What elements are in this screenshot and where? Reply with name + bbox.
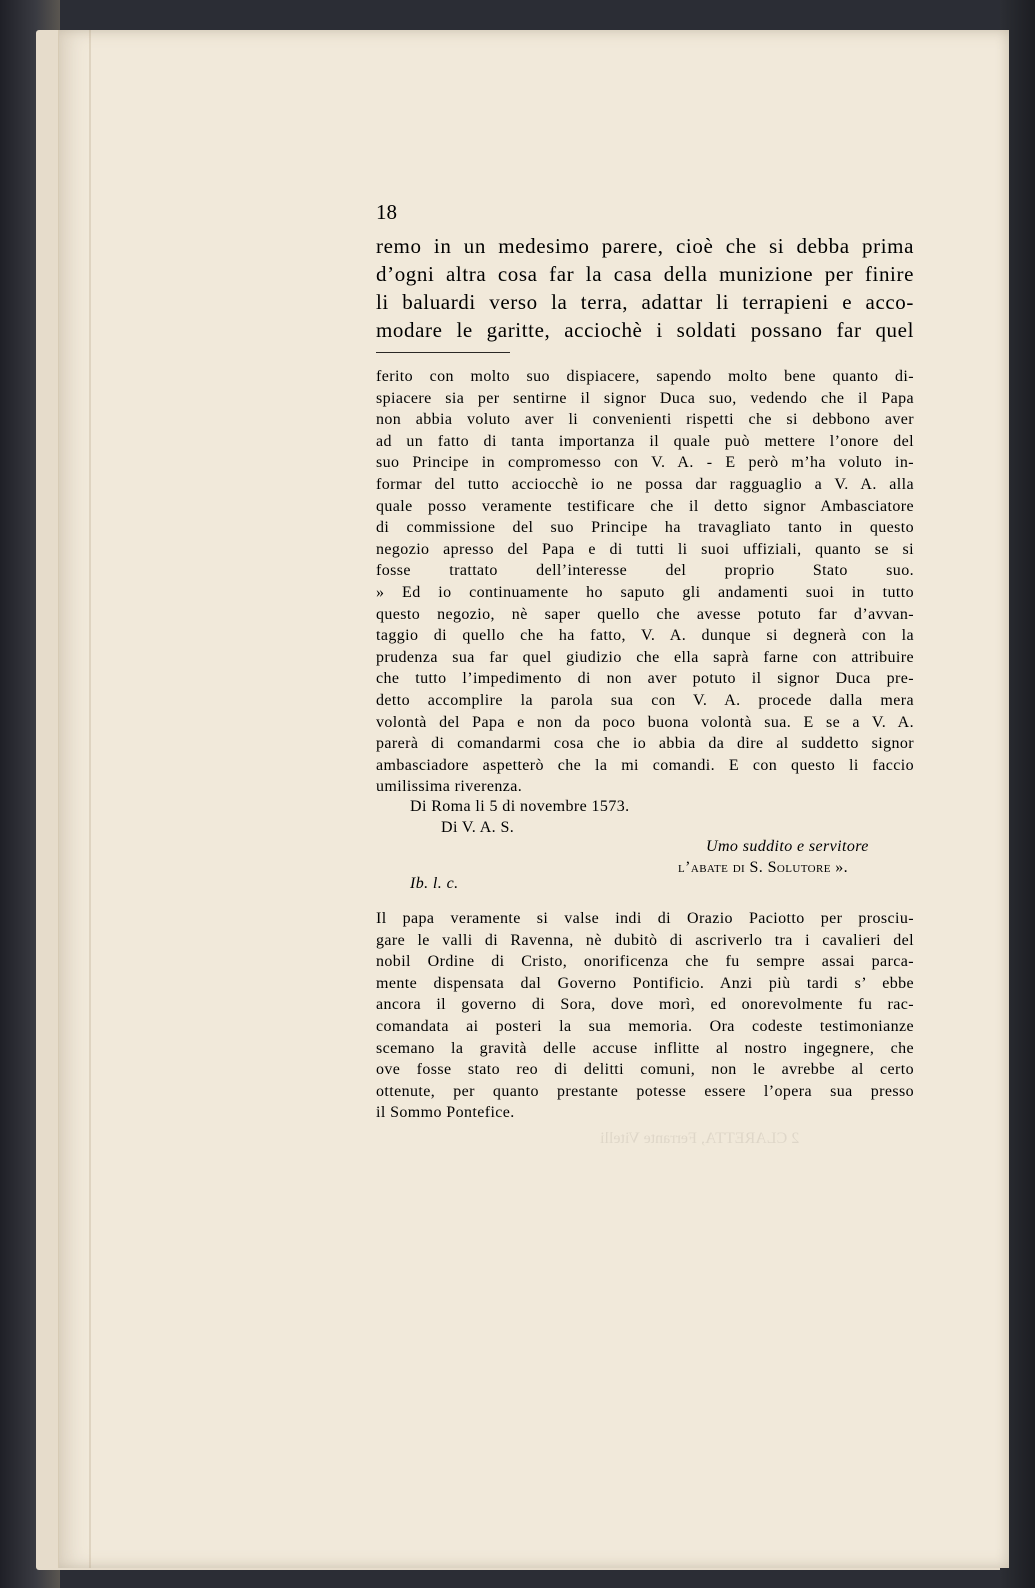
text-line: d’ogni altra cosa far la casa della munizione per finire [376,262,914,286]
footnote-line: di commissione del suo Principe ha travagliato tanto in questo [376,519,914,537]
footnote-line: quale posso veramente testificare che il detto signor Ambasciatore [376,497,914,515]
footnote-closing-line-1: Umo suddito e servitore [706,838,869,855]
text-line: mente dispensata dal Governo Pontificio. Anzi più tardi s’ ebbe [376,974,914,992]
footnote-rule [376,352,510,353]
footnote-line: spiacere sia per sentirne il signor Duca suo, vedendo che il Papa [376,389,914,407]
footnote-line: formar del tutto acciocchè io ne possa dar ragguaglio a V. A. alla [376,476,914,493]
footnote-line: parerà di comandarmi cosa che io abbia da dire al suddetto signor [376,735,914,753]
footnote-line: questo negozio, nè saper quello che avesse potuto far d’avvan- [376,605,914,623]
bleed-through-text: 2 CLARETTA, Ferrante Vitelli [600,1130,800,1147]
text-line: scemano la gravità delle accuse inflitte al nostro ingegnere, che [376,1039,914,1057]
text-line: modare le garitte, acciochè i soldati possano far quel [376,318,914,342]
footnote-line: che tutto l’impedimento di non aver potuto il signor Duca pre- [376,670,914,688]
footnote-line: non abbia voluto aver li convenienti rispetti che si debbono aver [376,411,914,429]
footnote-signature: l’abate di S. Solutore ». [678,859,849,876]
text-line: ottenute, per quanto prestante potesse essere l’opera sua presso [376,1082,914,1100]
footnote-line: ad un fatto di tanta importanza il quale può mettere l’onore del [376,432,914,450]
footnote-line: umilissima riverenza. [376,778,523,796]
text-line: il Sommo Pontefice. [376,1104,515,1122]
footnote-line: ambasciadore aspetterò che la mi comandi. E con questo li faccio [376,756,914,774]
text-line: comandata ai posteri la sua memoria. Ora codeste testimonianze [376,1018,914,1035]
footnote-line: » Ed io continuamente ho saputo gli andamenti suoi in tutto [376,584,914,601]
page-number: 18 [376,200,397,224]
text-line: ove fosse stato reo di delitti comuni, non le avrebbe al certo [376,1061,914,1079]
text-line: Il papa veramente si valse indi di Orazio Paciotto per prosciu- [376,910,914,927]
text-line: ancora il governo di Sora, dove morì, ed onorevolmente fu rac- [376,996,914,1014]
text-line: li baluardi verso la terra, adattar li terrapieni e acco- [376,290,914,314]
footnote-reference: Ib. l. c. [410,875,459,892]
footnote-line: taggio di quello che ha fatto, V. A. dunque si degnerà con la [376,627,914,645]
text-line: nobil Ordine di Cristo, onorificenza che fu sempre assai parca- [376,953,914,971]
footnote-salutation: Di V. A. S. [441,819,515,836]
footnote-line: prudenza sua far quel giudizio che ella saprà farne con attribuire [376,648,914,666]
footnote-line: suo Principe in compromesso con V. A. - E però m’ha voluto in- [376,454,914,472]
footnote-line: detto accomplire la parola sua con V. A. procede dalla mera [376,692,914,709]
footnote-line: ferito con molto suo dispiacere, sapendo molto bene quanto di- [376,368,914,385]
footnote-line: volontà del Papa e non da poco buona volontà sua. E se a V. A. [376,713,914,731]
text-line: remo in un medesimo parere, cioè che si debba prima [376,234,914,258]
footnote-line: fosse trattato dell’interesse del proprio Stato suo. [376,562,914,580]
text-line: gare le valli di Ravenna, nè dubitò di ascriverlo tra i cavalieri del [376,931,914,949]
footnote-date-line: Di Roma li 5 di novembre 1573. [410,798,630,815]
footnote-line: negozio apresso del Papa e di tutti li suoi uffiziali, quanto se si [376,540,914,558]
